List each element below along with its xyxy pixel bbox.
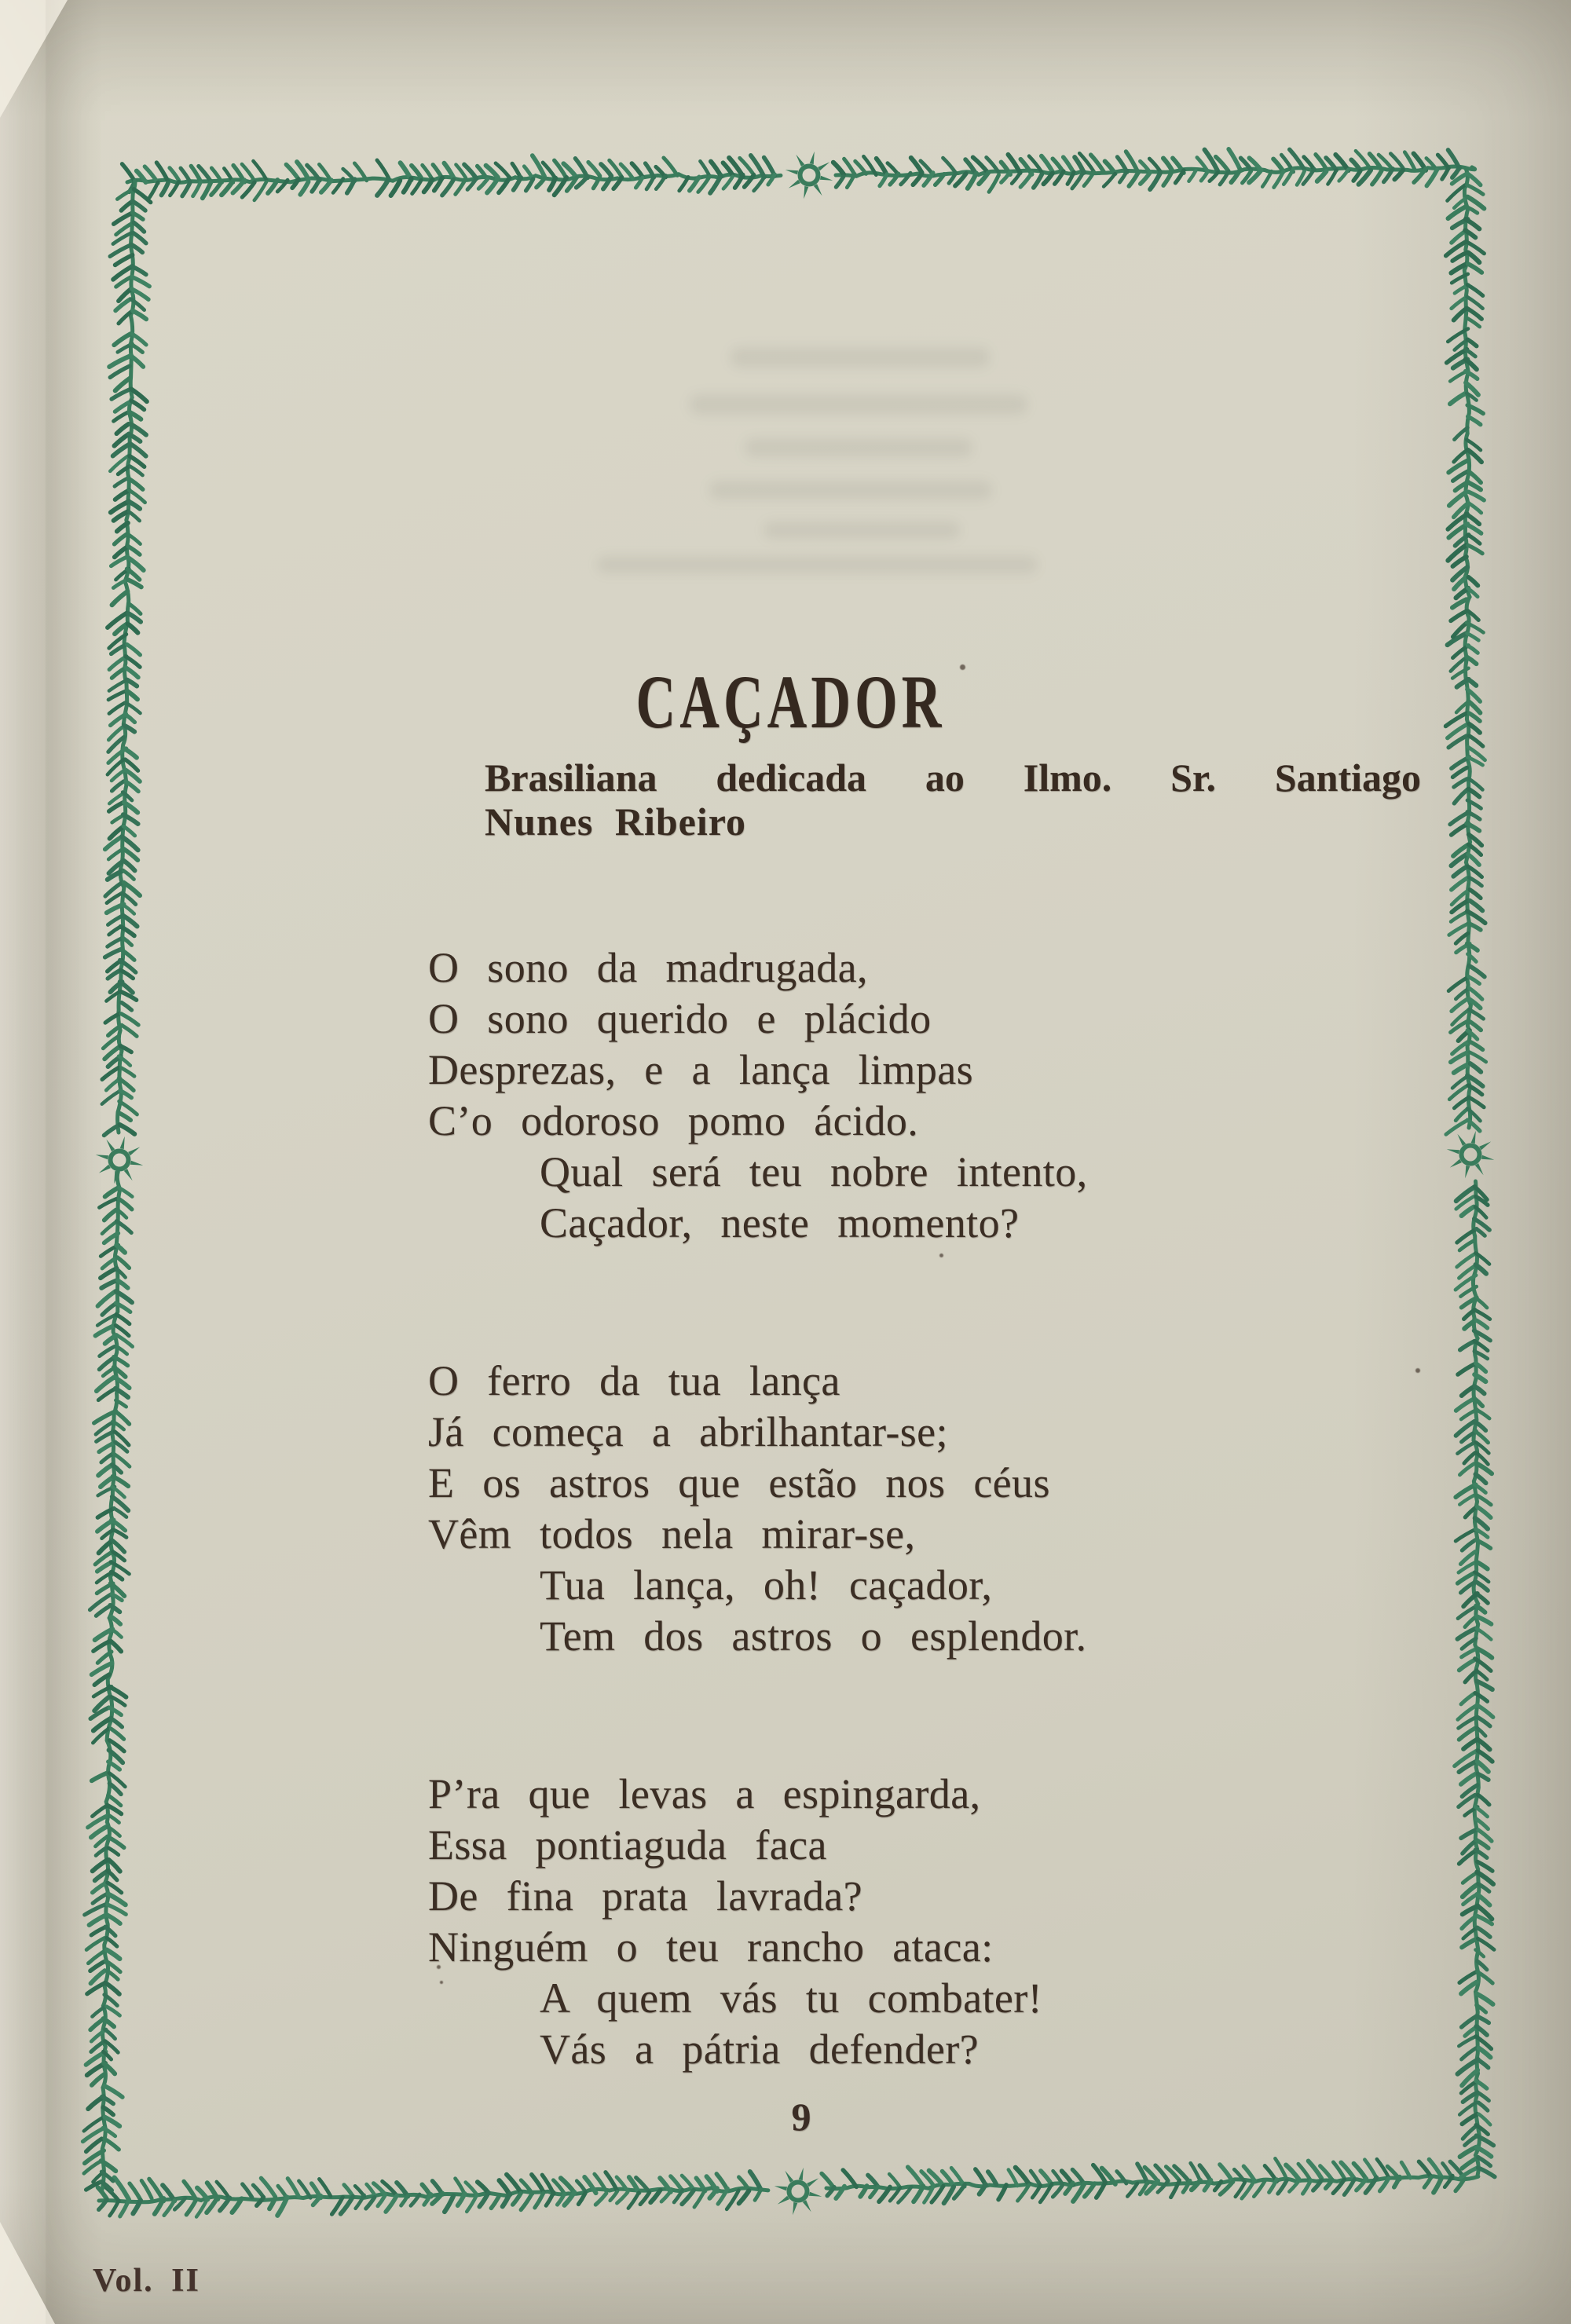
poem-line: E os astros que estão nos céus bbox=[428, 1459, 1050, 1506]
poem-line: Ninguém o teu rancho ataca: bbox=[428, 1923, 994, 1971]
bleed-through-smudge bbox=[709, 481, 992, 500]
page-number: 9 bbox=[791, 2095, 811, 2139]
poem-line: Já começa a abrilhantar-se; bbox=[428, 1408, 948, 1455]
poem-line: Tem dos astros o esplendor. bbox=[540, 1612, 1087, 1660]
vine-border-segment bbox=[833, 147, 1475, 194]
bleed-through-smudge bbox=[745, 438, 972, 457]
vine-border-segment bbox=[97, 181, 152, 1136]
bleed-through-smudge bbox=[597, 556, 1037, 573]
page-title: CAÇADOR bbox=[635, 660, 946, 744]
poem-line: P’ra que levas a espingarda, bbox=[428, 1770, 981, 1817]
sun-ornament-icon bbox=[1447, 1131, 1495, 1179]
dedication bbox=[485, 756, 1421, 844]
vine-border-segment bbox=[1453, 1181, 1495, 2177]
dedication-line: Brasiliana dedicada ao Ilmo. Sr. Santiago bbox=[485, 756, 1421, 800]
bleed-through-smudge bbox=[731, 347, 990, 368]
poem-line: Desprezas, e a lança limpas bbox=[428, 1046, 974, 1093]
poem-line: Qual será teu nobre intento, bbox=[540, 1148, 1088, 1195]
sun-ornament-icon bbox=[786, 152, 833, 199]
vine-border-segment bbox=[122, 153, 781, 202]
vine-border-segment bbox=[1444, 168, 1487, 1134]
dedication-line: Nunes Ribeiro bbox=[485, 800, 747, 844]
poem-line: A quem vás tu combater! bbox=[540, 1974, 1043, 2022]
poem-line: Caçador, neste momento? bbox=[540, 1199, 1020, 1246]
spine-crease-shadow bbox=[46, 0, 93, 2324]
poem-line: Vás a pátria defender? bbox=[540, 2026, 980, 2073]
poem-line: O ferro da tua lança bbox=[428, 1357, 840, 1404]
bleed-through-smudge bbox=[690, 394, 1027, 415]
poem-line: Essa pontiaguda faca bbox=[428, 1821, 827, 1868]
poem-line: De fina prata lavrada? bbox=[428, 1872, 862, 1920]
poem-line: C’o odoroso pomo ácido. bbox=[428, 1097, 919, 1144]
stanza bbox=[428, 1769, 1434, 2075]
stanza bbox=[428, 1356, 1434, 1662]
poem-line: O sono da madrugada, bbox=[428, 944, 868, 991]
poem-stanzas bbox=[428, 942, 1434, 2182]
bleed-through-smudge bbox=[764, 522, 960, 539]
poem-line: O sono querido e plácido bbox=[428, 995, 932, 1042]
poem-line: Tua lança, oh! caçador, bbox=[540, 1561, 993, 1609]
sun-ornament-icon bbox=[96, 1136, 144, 1184]
volume-label: Vol. II bbox=[93, 2263, 200, 2299]
stanza bbox=[428, 942, 1434, 1249]
poem-line: Vêm todos nela mirar-se, bbox=[428, 1510, 916, 1557]
